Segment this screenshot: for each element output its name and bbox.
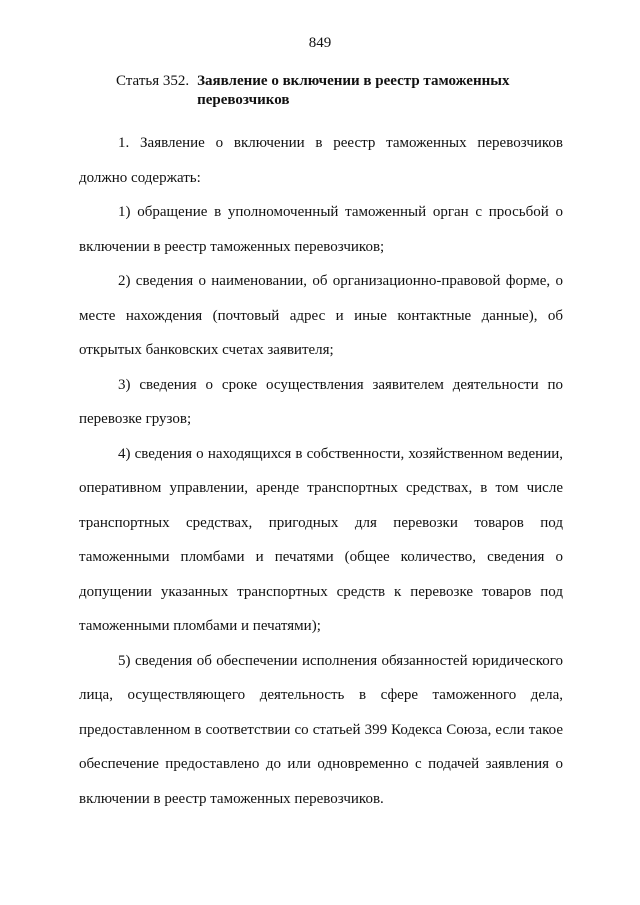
page-number: 849	[308, 35, 332, 51]
paragraph-intro: 1. Заявление о включении в реестр таможенных перевозчиков должно содержать:	[79, 135, 563, 186]
paragraph-item-3: 3) сведения о сроке осуществления заявителем деятельности по перевозке грузов;	[79, 376, 563, 427]
article-number: Статья 352.	[116, 73, 190, 89]
paragraph-item-5: 5) сведения об обеспечении исполнения обязанностей юридического лица, осуществляющего деятельность в сфере таможенного дела, предоставленном в соответствии со статьей 399 Кодекса Союза, если такое обеспечение предоставлено до или одновременно с подачей заявления о включении в реестр таможенных перевозчиков.	[79, 652, 563, 807]
article-body	[79, 126, 563, 816]
paragraph-item-4: 4) сведения о находящихся в собственности, хозяйственном ведении, оперативном управлении, аренде транспортных средствах, в том числе транспортных средствах, пригодных для перевозки товаров под таможенными пломбами и печатями (общее количество, сведения о допущении указанных транспортных средств к перевозке товаров под таможенными пломбами и печатями);	[79, 445, 563, 634]
article-heading	[116, 72, 576, 110]
paragraph-item-2: 2) сведения о наименовании, об организационно-правовой форме, о месте нахождения (почтовый адрес и иные контактные данные), об открытых банковских счетах заявителя;	[79, 273, 563, 358]
article-title: Заявление о включении в реестр таможенных перевозчиков	[197, 73, 510, 108]
paragraph-item-1: 1) обращение в уполномоченный таможенный орган с просьбой о включении в реестр таможенных перевозчиков;	[79, 204, 563, 255]
